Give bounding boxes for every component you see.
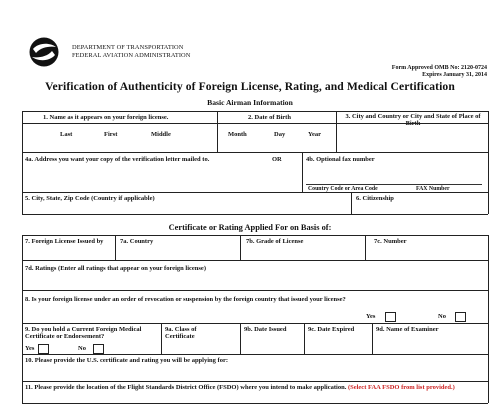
grid-line: [302, 152, 303, 192]
label-medical-yes: Yes: [25, 345, 35, 352]
label-revocation-no: No: [438, 313, 446, 320]
grid-line: [22, 290, 488, 291]
grid-line: [161, 323, 162, 354]
grid-line: [372, 323, 373, 354]
label-revocation: 8. Is your foreign license under an order of revocation or suspension by the foreign country that issued your license?: [25, 296, 346, 303]
label-or: OR: [272, 156, 282, 163]
grid-line: [304, 323, 305, 354]
label-foreign-license-issuer: 7. Foreign License Issued by: [25, 238, 104, 245]
grid-line: [240, 323, 241, 354]
revocation-no-checkbox[interactable]: [455, 312, 466, 322]
grid-line: [22, 214, 488, 215]
grid-line: [22, 403, 488, 404]
grid-line: [22, 111, 488, 112]
label-last: Last: [60, 131, 73, 138]
label-country-code: Country Code or Area Code: [308, 186, 378, 192]
grid-line: [22, 111, 23, 214]
grid-line: [22, 235, 488, 236]
label-day: Day: [274, 131, 286, 138]
label-examiner: 9d. Name of Examiner: [376, 326, 439, 333]
label-name: 1. Name as it appears on your foreign license.: [43, 114, 169, 121]
grid-line: [115, 235, 116, 260]
label-license-number: 7c. Number: [374, 238, 407, 245]
grid-line: [217, 111, 218, 152]
omb-number: Form Approved OMB No: 2120-0724: [391, 65, 487, 71]
label-medical-no: No: [78, 345, 86, 352]
grid-line: [240, 235, 241, 260]
faa-dot-logo-icon: [29, 37, 59, 67]
label-fax: 4b. Optional fax number: [306, 156, 375, 163]
label-first: First: [104, 131, 118, 138]
label-middle: Middle: [151, 131, 171, 138]
section-certificate-title: Certificate or Rating Applied For on Basis of:: [168, 223, 332, 232]
section-basic-info-title: Basic Airman Information: [207, 98, 293, 107]
label-birthplace: 3. City and Country or City and State of Place of Birth: [345, 113, 481, 128]
label-citizenship: 6. Citizenship: [356, 195, 394, 202]
fsdo-instruction: 11. Please provide the location of the Flight Standards District Office (FSDO) where you intend to make application.: [25, 384, 347, 391]
label-month: Month: [228, 131, 247, 138]
grid-line: [22, 152, 488, 153]
grid-line: [336, 111, 337, 152]
agency-name: [72, 44, 190, 59]
medical-yes-checkbox[interactable]: [38, 344, 49, 354]
label-medical-certificate: 9. Do you hold a Current Foreign Medical Certificate or Endorsement?: [25, 326, 142, 341]
grid-line: [365, 235, 366, 260]
label-revocation-yes: Yes: [366, 313, 376, 320]
label-fax-number: FAX Number: [416, 186, 450, 192]
grid-line: [22, 260, 488, 261]
grid-line: [351, 192, 352, 214]
omb-expiry: Expires January 31, 2014: [422, 71, 487, 78]
label-us-certificate: 10. Please provide the U.S. certificate and rating you will be applying for:: [25, 357, 228, 364]
grid-line: [22, 323, 488, 324]
fax-entry-line: [306, 184, 482, 185]
label-grade: 7b. Grade of License: [246, 238, 304, 245]
agency-line-2: FEDERAL AVIATION ADMINISTRATION: [72, 51, 191, 59]
label-fsdo-location: [25, 384, 485, 391]
medical-no-checkbox[interactable]: [93, 344, 104, 354]
grid-line: [22, 123, 488, 124]
fsdo-select-note: (Select FAA FSDO from list provided.): [347, 384, 455, 391]
revocation-yes-checkbox[interactable]: [385, 312, 396, 322]
form-title: Verification of Authenticity of Foreign License, Rating, and Medical Certification: [45, 80, 455, 93]
label-date-issued: 9b. Date Issued: [244, 326, 287, 333]
omb-approval: [392, 65, 487, 79]
grid-line: [488, 235, 489, 403]
grid-line: [488, 111, 489, 214]
grid-line: [22, 192, 488, 193]
label-ratings: 7d. Ratings (Enter all ratings that appear on your foreign license): [25, 265, 206, 272]
label-dob: 2. Date of Birth: [248, 114, 291, 121]
label-certificate-class: 9a. Class of Certificate: [165, 326, 197, 341]
grid-line: [22, 381, 488, 382]
label-city-state-zip: 5. City, State, Zip Code (Country if applicable): [25, 195, 155, 202]
label-country: 7a. Country: [120, 238, 154, 245]
agency-line-1: DEPARTMENT OF TRANSPORTATION: [72, 44, 184, 51]
label-date-expired: 9c. Date Expired: [308, 326, 355, 333]
label-year: Year: [308, 131, 321, 138]
label-address: 4a. Address you want your copy of the verification letter mailed to.: [25, 156, 210, 163]
grid-line: [22, 354, 488, 355]
